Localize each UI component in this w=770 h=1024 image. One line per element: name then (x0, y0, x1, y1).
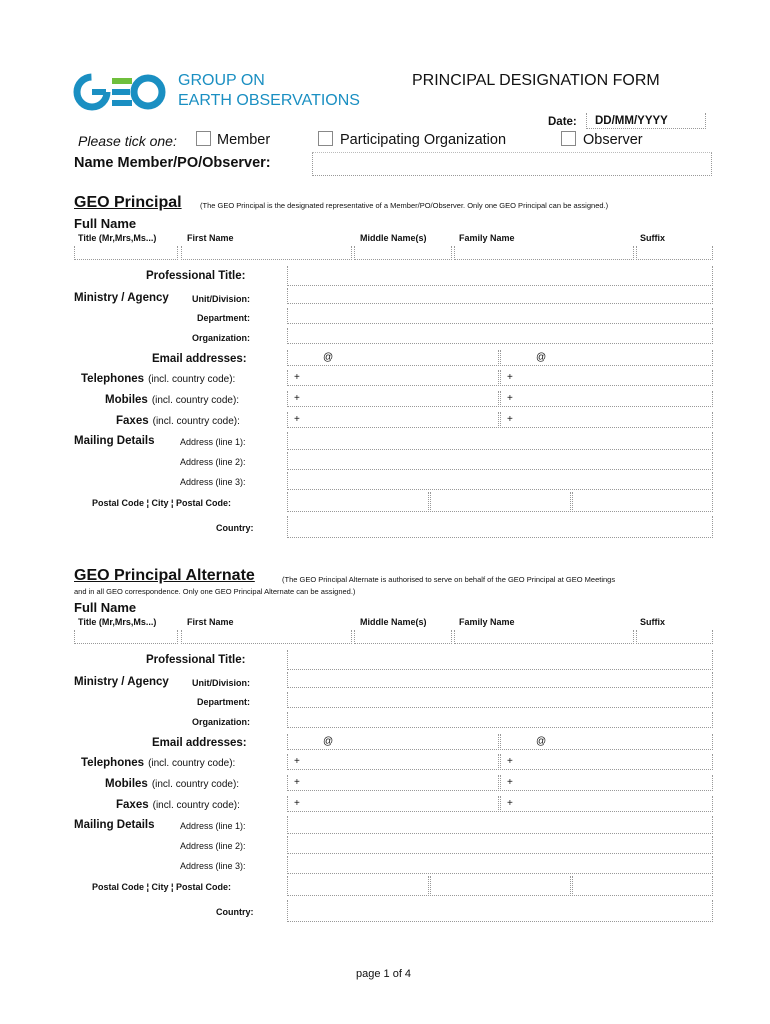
principal-title-input[interactable] (74, 246, 178, 260)
alternate-mobiles1-input[interactable] (287, 775, 499, 791)
section2-title: GEO Principal Alternate (74, 567, 255, 584)
principal-email1-at: @ (323, 352, 334, 363)
alternate-address1-input[interactable] (287, 816, 713, 834)
tick-prompt: Please tick one: (78, 133, 177, 149)
alternate-email1-at: @ (323, 736, 334, 747)
principal-email-label: Email addresses: (152, 353, 247, 365)
alternate-postal-code1-input[interactable] (287, 876, 429, 896)
logo-line2: EARTH OBSERVATIONS (178, 92, 360, 109)
principal-faxes-cc-note: (incl. country code): (152, 416, 240, 427)
alternate-organization-label: Organization: (192, 717, 250, 727)
name-member-field[interactable] (312, 152, 712, 176)
principal-middle-name-input[interactable] (354, 246, 452, 260)
principal-mobiles-cc-note: (incl. country code): (151, 395, 240, 406)
principal-ministry-label: Ministry / Agency (74, 292, 169, 304)
principal-professional-title-input[interactable] (287, 266, 713, 286)
alternate-title-input[interactable] (74, 630, 178, 644)
alternate-telephones-row-label (81, 757, 235, 769)
principal-faxes-row-label (116, 415, 240, 427)
alternate-telephones2-input[interactable] (500, 754, 713, 770)
principal-address1-label: Address (line 1): (180, 437, 246, 447)
alternate-mobiles2-input[interactable] (500, 775, 713, 791)
alternate-email1-input[interactable] (287, 734, 499, 750)
alternate-telephones2-plus: + (507, 756, 513, 767)
geo-logo-icon (72, 70, 168, 114)
alternate-postal-city-label: Postal Code ¦ City ¦ Postal Code: (92, 882, 232, 892)
alternate-mobiles-cc-note: (incl. country code): (151, 779, 240, 790)
section2-note-line1: (The GEO Principal Alternate is authorised to serve on behalf of the GEO Principal at GEO Meetings (282, 575, 616, 584)
principal-first-name-input[interactable] (181, 246, 352, 260)
alternate-faxes-row-label (116, 799, 240, 811)
po-checkbox[interactable] (318, 131, 333, 146)
alternate-address3-label: Address (line 3): (180, 861, 246, 871)
alternate-mobiles2-plus: + (507, 777, 513, 788)
principal-email1-input[interactable] (287, 350, 499, 366)
alternate-faxes2-plus: + (507, 798, 513, 809)
name-member-label: Name Member/PO/Observer: (74, 155, 271, 171)
alternate-city-input[interactable] (430, 876, 571, 896)
alternate-family-name-input[interactable] (454, 630, 634, 644)
alternate-unit-input[interactable] (287, 672, 713, 688)
alternate-address2-label: Address (line 2): (180, 841, 246, 851)
alternate-middle-name-col: Middle Name(s) (360, 617, 427, 627)
principal-telephones2-plus: + (507, 372, 513, 383)
logo-line1: GROUP ON (178, 72, 265, 89)
alternate-telephones1-input[interactable] (287, 754, 499, 770)
geo-logo (72, 70, 372, 114)
alternate-mobiles-label: Mobiles (105, 778, 148, 790)
principal-mobiles2-plus: + (507, 393, 513, 404)
alternate-email-label: Email addresses: (152, 737, 247, 749)
alternate-faxes2-input[interactable] (500, 796, 713, 812)
principal-mobiles-row-label (105, 394, 239, 406)
alternate-department-label: Department: (197, 697, 251, 707)
principal-email2-at: @ (536, 352, 547, 363)
alternate-faxes1-plus: + (294, 798, 300, 809)
alternate-mobiles-row-label (105, 778, 239, 790)
alternate-organization-input[interactable] (287, 712, 713, 728)
alternate-professional-title-input[interactable] (287, 650, 713, 670)
alternate-suffix-input[interactable] (636, 630, 713, 644)
alternate-address3-input[interactable] (287, 856, 713, 874)
principal-telephones1-input[interactable] (287, 370, 499, 386)
principal-mobiles1-plus: + (294, 393, 300, 404)
principal-telephones-label: Telephones (81, 373, 145, 385)
observer-label: Observer (583, 132, 643, 148)
principal-mobiles1-input[interactable] (287, 391, 499, 407)
principal-department-label: Department: (197, 313, 251, 323)
principal-faxes1-input[interactable] (287, 412, 499, 428)
principal-telephones1-plus: + (294, 372, 300, 383)
principal-faxes2-input[interactable] (500, 412, 713, 428)
alternate-first-name-col: First Name (187, 617, 234, 627)
principal-email2-input[interactable] (500, 350, 713, 366)
date-placeholder: DD/MM/YYYY (595, 115, 668, 127)
page-footer: page 1 of 4 (356, 968, 412, 980)
principal-unit-input[interactable] (287, 288, 713, 304)
principal-mobiles-label: Mobiles (105, 394, 148, 406)
alternate-section (0, 600, 770, 930)
alternate-middle-name-input[interactable] (354, 630, 452, 644)
principal-department-input[interactable] (287, 308, 713, 324)
principal-suffix-col: Suffix (640, 233, 666, 243)
po-label: Participating Organization (340, 132, 507, 148)
principal-address2-input[interactable] (287, 452, 713, 470)
principal-postal-city-label: Postal Code ¦ City ¦ Postal Code: (92, 498, 232, 508)
section1-title: GEO Principal (74, 194, 182, 211)
principal-address3-input[interactable] (287, 472, 713, 490)
principal-middle-name-col: Middle Name(s) (360, 233, 427, 243)
principal-family-name-col: Family Name (459, 233, 515, 243)
alternate-postal-code2-input[interactable] (572, 876, 713, 896)
alternate-department-input[interactable] (287, 692, 713, 708)
alternate-family-name-col: Family Name (459, 617, 515, 627)
section1-note: (The GEO Principal is the designated representative of a Member/PO/Observer. Only one GEO Principal can be assigned.) (200, 201, 609, 210)
principal-faxes-label: Faxes (116, 415, 149, 427)
alternate-email2-input[interactable] (500, 734, 713, 750)
alternate-unit-label: Unit/Division: (192, 678, 250, 688)
principal-faxes2-plus: + (507, 414, 513, 425)
principal-country-input[interactable] (287, 516, 713, 538)
principal-organization-input[interactable] (287, 328, 713, 344)
principal-suffix-input[interactable] (636, 246, 713, 260)
principal-telephones-row-label (81, 373, 235, 385)
principal-title-col: Title (Mr,Mrs,Ms...) (78, 233, 157, 243)
alternate-telephones-label: Telephones (81, 757, 145, 769)
member-label: Member (217, 132, 271, 148)
principal-telephones-cc-note: (incl. country code): (148, 374, 236, 385)
principal-mobiles2-input[interactable] (500, 391, 713, 407)
alternate-title-col: Title (Mr,Mrs,Ms...) (78, 617, 157, 627)
alternate-mobiles1-plus: + (294, 777, 300, 788)
principal-full-name-label: Full Name (74, 216, 137, 231)
section2-note-line2: and in all GEO correspondence. Only one GEO Principal Alternate can be assigned.) (74, 587, 356, 596)
date-field[interactable] (586, 113, 706, 129)
principal-first-name-col: First Name (187, 233, 234, 243)
alternate-professional-title-label: Professional Title: (146, 654, 246, 666)
principal-family-name-input[interactable] (454, 246, 634, 260)
form-title: PRINCIPAL DESIGNATION FORM (412, 72, 660, 89)
principal-postal-code1-input[interactable] (287, 492, 429, 512)
alternate-telephones1-plus: + (294, 756, 300, 767)
alternate-full-name-label: Full Name (74, 600, 137, 615)
principal-city-input[interactable] (430, 492, 571, 512)
alternate-faxes1-input[interactable] (287, 796, 499, 812)
principal-faxes1-plus: + (294, 414, 300, 425)
principal-organization-label: Organization: (192, 333, 250, 343)
date-label: Date: (548, 116, 577, 128)
alternate-faxes-label: Faxes (116, 799, 149, 811)
principal-mailing-label: Mailing Details (74, 435, 155, 447)
principal-telephones2-input[interactable] (500, 370, 713, 386)
alternate-ministry-label: Ministry / Agency (74, 676, 169, 688)
alternate-suffix-col: Suffix (640, 617, 666, 627)
alternate-first-name-input[interactable] (181, 630, 352, 644)
observer-checkbox[interactable] (561, 131, 576, 146)
principal-unit-label: Unit/Division: (192, 294, 250, 304)
alternate-address2-input[interactable] (287, 836, 713, 854)
member-checkbox[interactable] (196, 131, 211, 146)
alternate-address1-label: Address (line 1): (180, 821, 246, 831)
principal-professional-title-label: Professional Title: (146, 270, 246, 282)
alternate-faxes-cc-note: (incl. country code): (152, 800, 240, 811)
principal-address1-input[interactable] (287, 432, 713, 450)
alternate-telephones-cc-note: (incl. country code): (148, 758, 236, 769)
alternate-mailing-label: Mailing Details (74, 819, 155, 831)
principal-section (0, 216, 770, 546)
alternate-country-input[interactable] (287, 900, 713, 922)
principal-address3-label: Address (line 3): (180, 477, 246, 487)
principal-country-label: Country: (216, 523, 254, 533)
principal-address2-label: Address (line 2): (180, 457, 246, 467)
alternate-email2-at: @ (536, 736, 547, 747)
alternate-country-label: Country: (216, 907, 254, 917)
principal-postal-code2-input[interactable] (572, 492, 713, 512)
